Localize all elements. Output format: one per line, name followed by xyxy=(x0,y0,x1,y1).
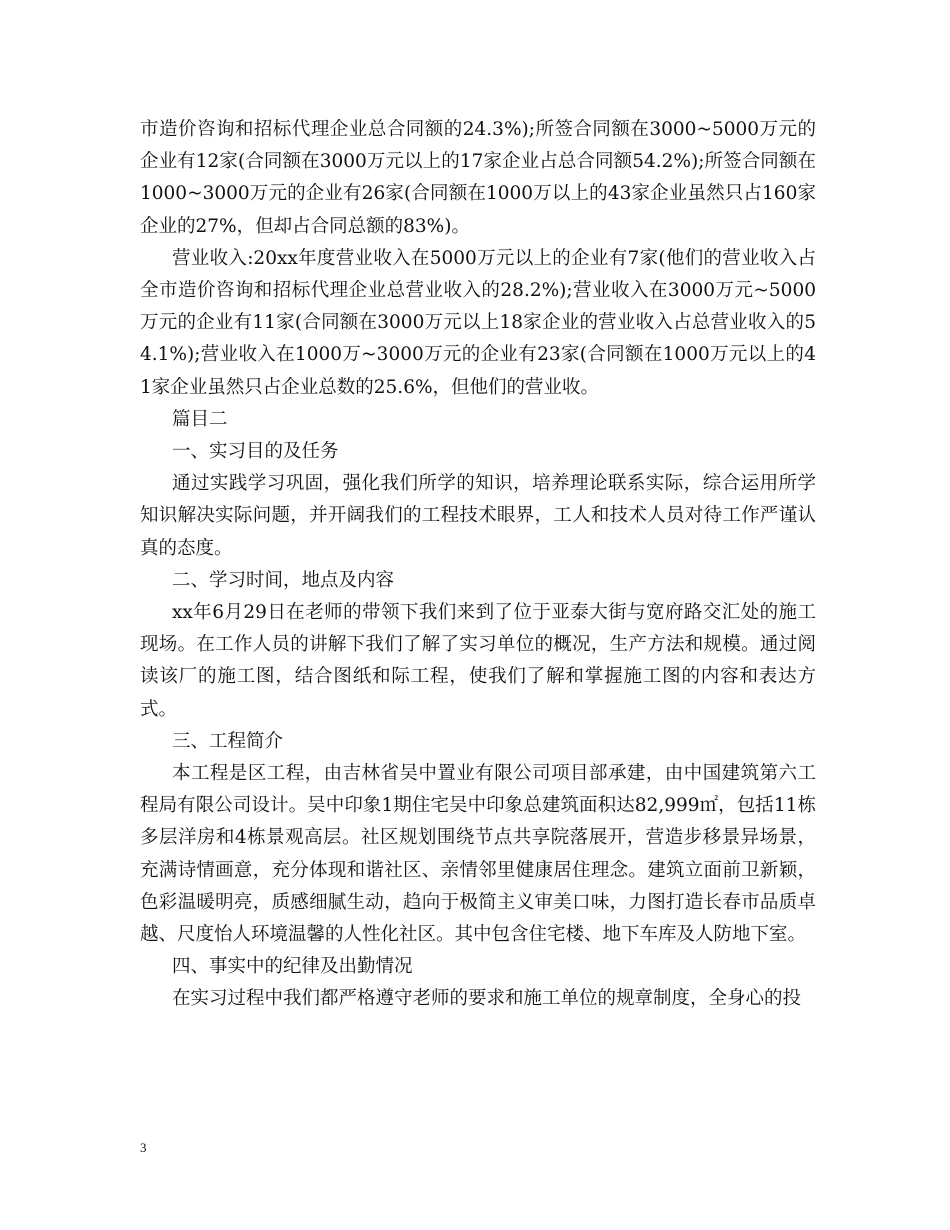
section-title-part-two: 篇目二 xyxy=(172,408,228,430)
heading-study-time-place: 二、学习时间，地点及内容 xyxy=(172,569,395,591)
paragraph-contract-stats: 市造价咨询和招标代理企业总合同额的24.3%);所签合同额在3000~5000万元的企业有12家(合同额在3000万元以上的17家企业占总合同额54.2%);所签合同额在1000~3000万元的企业有26家(合同额在1000万以上的43家企业虽然只占160家企业的27%，但却占合同总额的83%)。 xyxy=(140,119,816,237)
paragraph-study-time-place: xx年6月29日在老师的带领下我们来到了位于亚泰大街与宽府路交汇处的施工现场。在工作人员的讲解下我们了解了实习单位的概况，生产方法和规模。通过阅读该厂的施工图，结合图纸和际工程，使我们了解和掌握施工图的内容和表达方式。 xyxy=(140,602,816,720)
heading-discipline-attendance: 四、事实中的纪律及出勤情况 xyxy=(172,956,413,978)
heading-internship-purpose: 一、实习目的及任务 xyxy=(172,441,339,463)
page-number: 3 xyxy=(140,1140,147,1155)
heading-project-overview: 三、工程简介 xyxy=(172,730,284,752)
paragraph-project-overview: 本工程是区工程，由吉林省吴中置业有限公司项目部承建，由中国建筑第六工程局有限公司设计。吴中印象1期住宅吴中印象总建筑面积达82,999㎡，包括11栋多层洋房和4栋景观高层。社区规划围绕节点共享院落展开，营造步移景异场景，充满诗情画意，充分体现和谐社区、亲情邻里健康居住理念。建筑立面前卫新颖，色彩温暖明亮，质感细腻生动，趋向于极简主义审美口味，力图打造长春市品质卓越、尺度怡人环境温馨的人性化社区。其中包含住宅楼、地下车库及人防地下室。 xyxy=(140,763,816,946)
paragraph-internship-purpose: 通过实践学习巩固，强化我们所学的知识，培养理论联系实际，综合运用所学知识解决实际问题，并开阔我们的工程技术眼界，工人和技术人员对待工作严谨认真的态度。 xyxy=(140,473,816,559)
paragraph-revenue-stats: 营业收入:20xx年度营业收入在5000万元以上的企业有7家(他们的营业收入占全市造价咨询和招标代理企业总营业收入的28.2%);营业收入在3000万元~5000万元的企业有11家(合同额在3000万元以上18家企业的营业收入占总营业收入的54.1%);营业收入在1000万~3000万元的企业有23家(合同额在1000万元以上的41家企业虽然只占企业总数的25.6%，但他们的营业收。 xyxy=(140,247,816,398)
paragraph-discipline-attendance: 在实习过程中我们都严格遵守老师的要求和施工单位的规章制度，全身心的投 xyxy=(172,988,802,1010)
document-body xyxy=(140,114,816,1016)
